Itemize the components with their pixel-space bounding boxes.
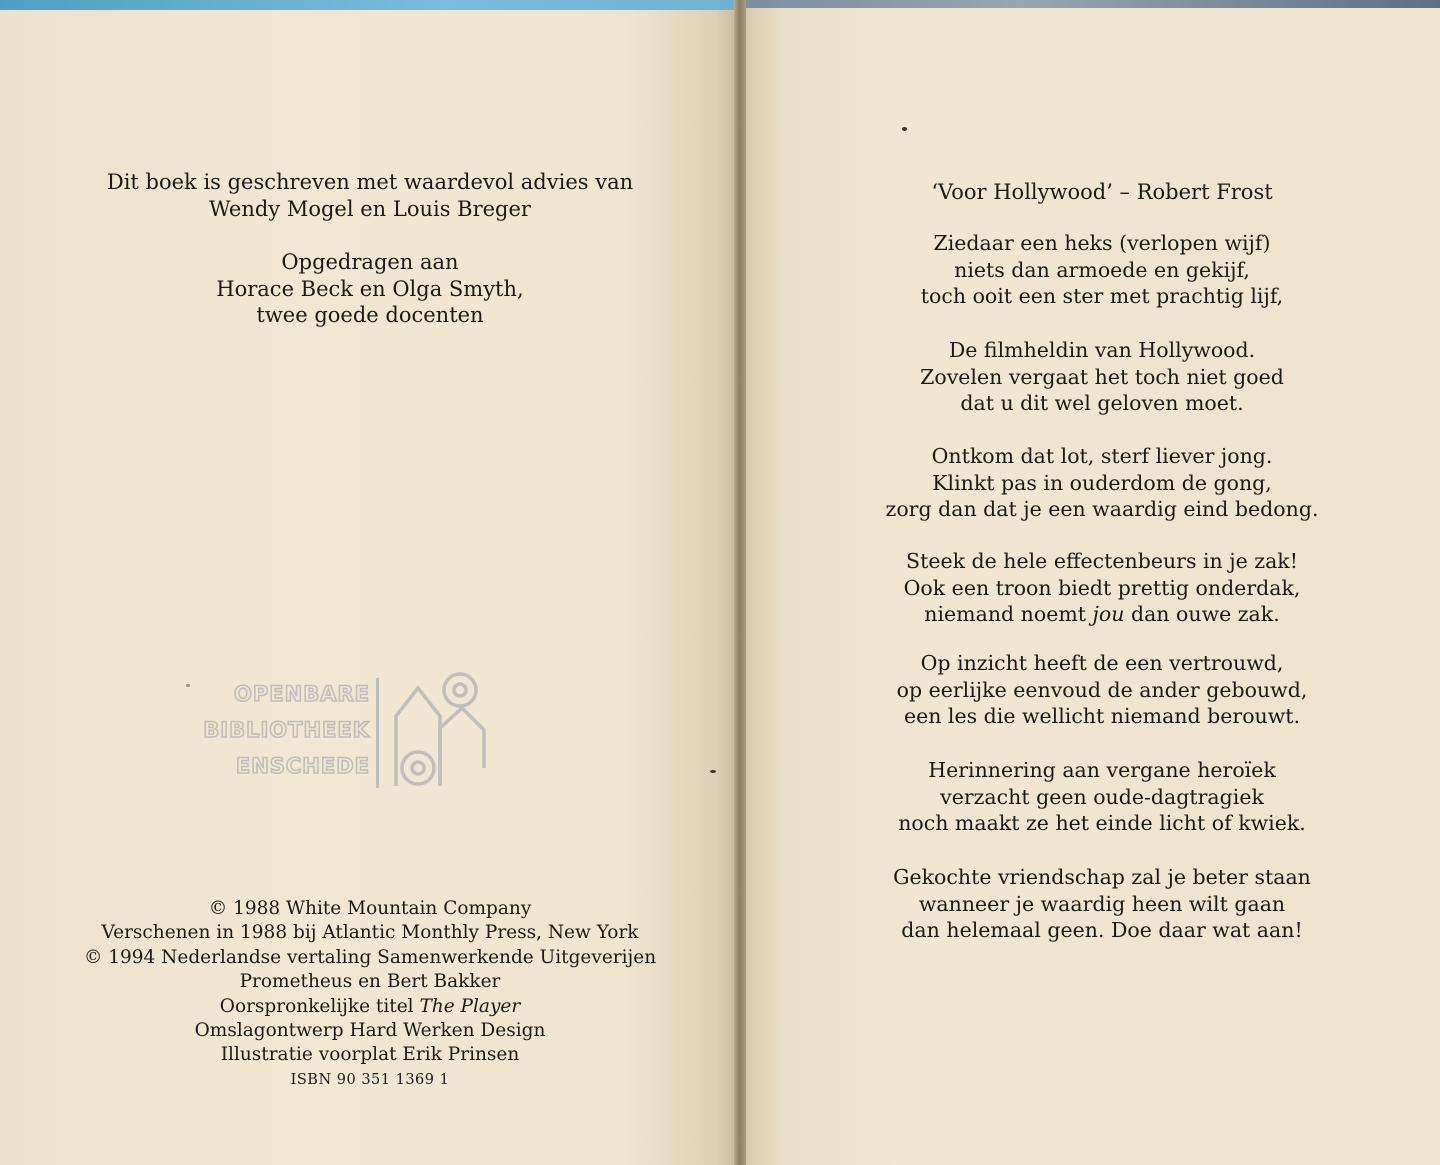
poem-line: wanneer je waardig heen wilt gaan [918,891,1286,916]
poem-line: Steek de hele effectenbeurs in je zak! [906,549,1298,573]
poem-line: niets dan armoede en gekijf, [954,257,1250,282]
dedication-line: Horace Beck en Olga Smyth, [216,276,524,301]
colophon-copyright-translation: Prometheus en Bert Bakker [239,971,501,993]
poem-line: Ook een troon biedt prettig onderdak, [903,575,1301,600]
cover-edge-left [0,0,738,10]
paper-speck [186,684,190,687]
poem-line: noch maakt ze het einde licht of kwiek. [898,811,1306,835]
poem-line: Gekochte vriendschap zal je beter staan [893,865,1311,889]
library-stamp-text [170,676,370,784]
poem-stanza [842,650,1362,730]
poem-line [842,601,1362,628]
poem-line: Ontkom dat lot, sterf liever jong. [931,444,1273,468]
stamp-line: BIBLIOTHEEK [203,718,370,742]
poem-line: een les die wellicht niemand berouwt. [903,704,1301,728]
stamp-line: ENSCHEDE [235,754,370,778]
poem-line: De filmheldin van Hollywood. [948,338,1256,362]
poem-line: Zovelen vergaat het toch niet goed [920,364,1284,389]
paper-speck [710,770,716,773]
colophon-copyright-translation: © 1994 Nederlandse vertaling Samenwerkende Uitgeverijen [83,946,657,968]
cover-edge-right [742,0,1440,8]
colophon-published: Verschenen in 1988 bij Atlantic Monthly Press, New York [101,922,639,944]
poem-emphasis: jou [1092,602,1125,626]
poem-stanza [842,757,1362,837]
poem-line: Ziedaar een heks (verlopen wijf) [933,231,1271,255]
dedication-line: Opgedragen aan [281,250,459,274]
acknowledgement [60,169,680,222]
poem-line: Op inzicht heeft de een vertrouwd, [920,651,1284,675]
acknowledgement-line: Dit boek is geschreven met waardevol advies van [106,170,634,194]
poem-line-part: niemand noemt [924,602,1093,626]
colophon [60,897,680,1092]
stamp-line: OPENBARE [234,682,370,706]
original-title: The Player [419,995,521,1017]
poem-line: toch ooit een ster met prachtig lijf, [920,284,1284,308]
poem-line: dat u dit wel geloven moet. [960,391,1244,415]
poem-line: op eerlijke eenvoud de ander gebouwd, [896,677,1308,702]
dedication [60,249,680,329]
poem-stanza [842,548,1362,628]
colophon-cover-design: Omslagontwerp Hard Werken Design [194,1020,546,1042]
colophon-copyright-original: © 1988 White Mountain Company [208,898,532,919]
colophon-illustration: Illustratie voorplat Erik Prinsen [220,1044,520,1066]
poem-stanza [842,443,1362,523]
colophon-original-title [60,995,680,1019]
acknowledgement-line: Wendy Mogel en Louis Breger [209,196,531,221]
poem-stanza [842,864,1362,944]
poem-line-part: dan ouwe zak. [1124,602,1280,626]
library-logo-icon [388,668,498,798]
poem-line: zorg dan dat je een waardig eind bedong. [885,497,1319,521]
dedication-line: twee goede docenten [256,303,484,327]
poem-line: dan helemaal geen. Doe daar wat aan! [901,918,1303,942]
book-gutter [734,0,746,1165]
stamp-divider [376,678,379,788]
original-title-prefix: Oorspronkelijke titel [219,995,420,1017]
poem-line: verzacht geen oude-dagtragiek [940,784,1264,809]
poem-title: ‘Voor Hollywood’ – Robert Frost [931,180,1273,204]
poem-line: Klinkt pas in ouderdom de gong, [932,470,1272,495]
poem-stanza [842,230,1362,310]
poem-line: Herinnering aan vergane heroïek [928,758,1276,782]
paper-speck [902,127,907,131]
colophon-isbn: ISBN 90 351 1369 1 [290,1071,450,1088]
library-stamp [170,668,510,798]
poem-stanza [842,337,1362,417]
